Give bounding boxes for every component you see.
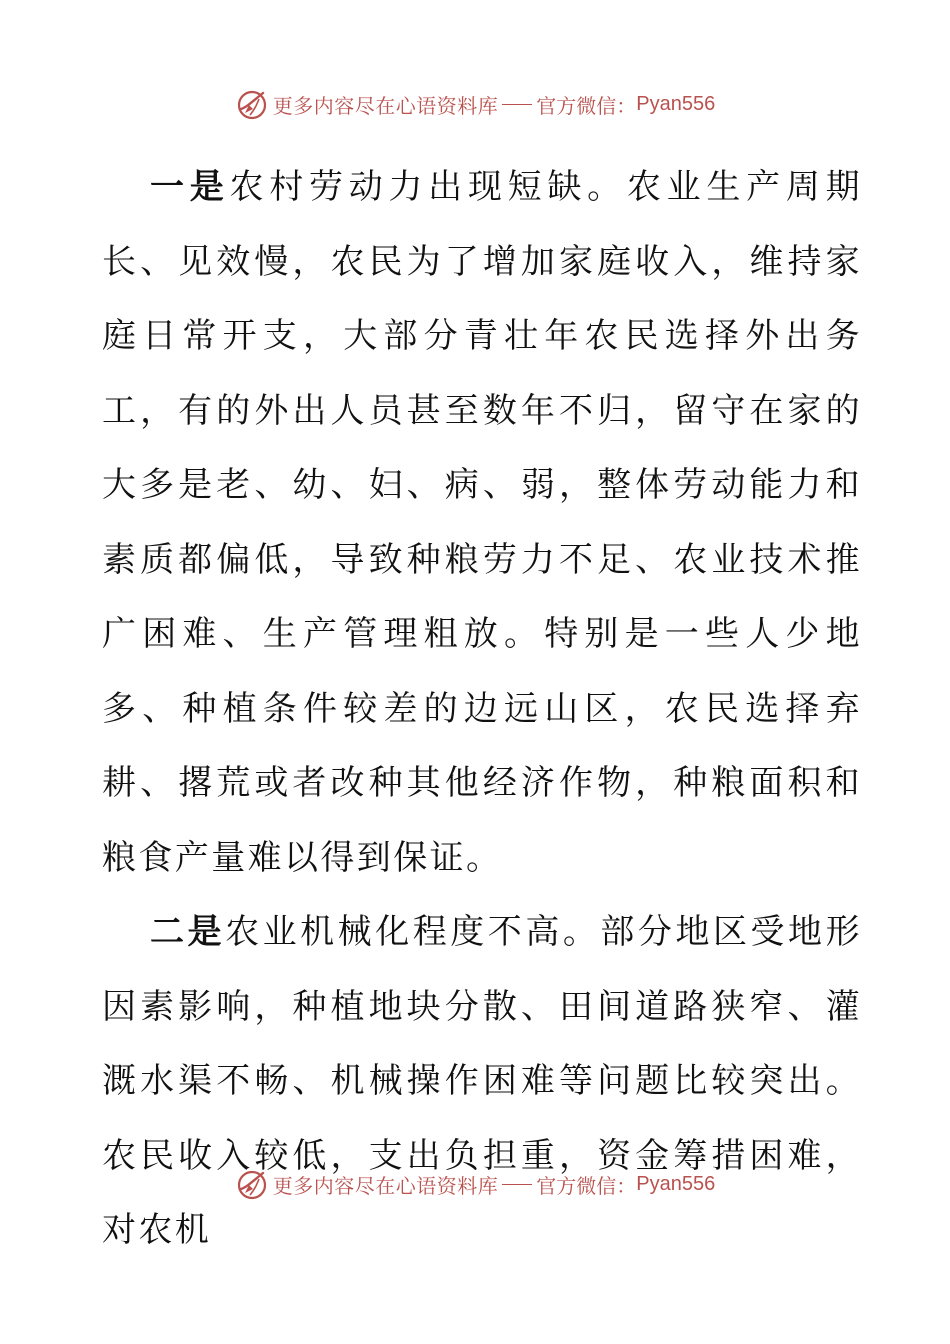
banner-wechat-label: 官方微信： — [536, 1173, 637, 1198]
footer-banner — [0, 1164, 950, 1204]
paragraph-1 — [102, 150, 862, 895]
paragraph-2-text: 农业机械化程度不高。部分地区受地形因素影响，种植地块分散、田间道路狭窄、灌溉水渠不畅、机械操作困难等问题比较突出。农民收入较低，支出负担重，资金筹措困难，对农机 — [102, 912, 862, 1250]
paragraph-2-lead: 二是 — [150, 912, 226, 952]
banner-dash — [502, 1184, 532, 1185]
paragraph-1-text: 农村劳动力出现短缺。农业生产周期长、见效慢，农民为了增加家庭收入，维持家庭日常开支，大部分青壮年农民选择外出务工，有的外出人员甚至数年不归，留守在家的大多是老、幼、妇、病、弱，整体劳动能力和素质都偏低，导致种粮劳力不足、农业技术推广困难、生产管理粗放。特别是一些人少地多、种植条件较差的边远山区，农民选择弃耕、撂荒或者改种其他经济作物，种粮面积和粮食产量难以得到保证。 — [102, 167, 862, 878]
banner-wechat-account: Pyan556 — [636, 92, 716, 115]
banner-dash — [502, 104, 532, 105]
document-body — [102, 150, 862, 1268]
paragraph-1-lead: 一是 — [150, 167, 230, 207]
banner-wechat-label: 官方微信： — [536, 93, 637, 118]
pen-circle-logo-icon — [235, 1167, 269, 1201]
header-banner — [0, 84, 950, 124]
pen-circle-logo-icon — [235, 87, 269, 121]
paragraph-2 — [102, 895, 862, 1268]
banner-site-text: 更多内容尽在心语资料库 — [272, 1173, 499, 1198]
banner-site-text: 更多内容尽在心语资料库 — [272, 93, 499, 118]
banner-wechat-account: Pyan556 — [636, 1172, 716, 1195]
